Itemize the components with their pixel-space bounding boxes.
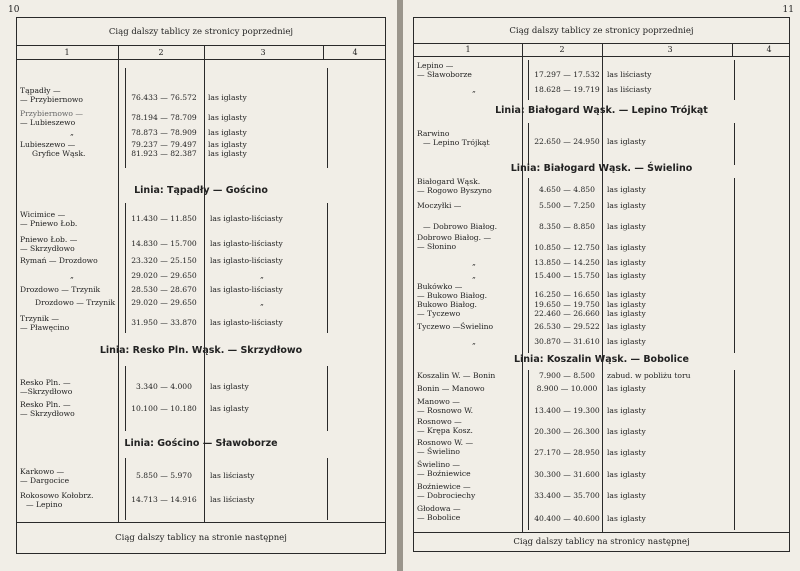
column-number: 1 bbox=[64, 48, 70, 57]
table: Ciąg dalszy tablicy ze stronicy poprzedniej 1 2 3 4 Tąpadły — — Przybiernowo 76.433 — 76.572 las iglasty Przybiernowo — — Lubieszewo 78.194 — 78.709 las iglasty „ 78.873 — 78.909 las iglasty Lubieszewo — Gryfice Wąsk. 79.237 — 79.497 81.923 — 82.387 las iglasty las iglasty Linia: Tąpadły — Gościno Wicimice — — Pniewo Łob. 11.430 — 11.850 las iglasto-liściasty Pniewo Łob. — — Skrzydłowo 14.830 — 15.700 las iglasto-liściasty Rymań — Drozdowo 23.320 — 25.150 las iglasto-liściasty „ 29.020 — 29.650 „ Drozdowo — Trzynik 28.530 — 28.670 las iglasto-liściasty Drozdowo — Trzynik 29.020 — 29.650 „ Trzynik — — Pławęcino 31.950 — 33.870 las iglasto-liściasty Linia: Resko Pln. Wąsk. — Skrzydłowo Resko Pln. — —Skrzydłowo 3.340 — 4.000 las iglasty Resko Pln. — — Skrzydłowo 10.100 — 10.180 las iglasty Linia: Gościno — Sławoborze Karkowo — — Dargocice 5.850 — 5.970 las liściasty Rokosowo Kołobrz. — Lepino 14.713 — 14.916 las liściasty Ciąg dalszy tablicy na stronie następnej bbox=[16, 17, 386, 554]
left-page bbox=[0, 0, 397, 571]
section-title: Linia: Białogard Wąsk. — Świelino bbox=[510, 163, 693, 174]
section-title: Linia: Gościno — Sławoborze bbox=[124, 438, 278, 449]
table-header-caption: Ciąg dalszy tablicy ze stronicy poprzedniej bbox=[509, 26, 694, 36]
column-number: 3 bbox=[260, 48, 266, 57]
column-number: 4 bbox=[352, 48, 358, 57]
column-number: 3 bbox=[667, 45, 673, 54]
column-number: 2 bbox=[559, 45, 565, 54]
section-title: Linia: Białogard Wąsk. — Lepino Trójkąt bbox=[495, 105, 708, 116]
section-title: Linia: Tąpadły — Gościno bbox=[134, 185, 268, 196]
page-number: 11 bbox=[782, 5, 794, 15]
section-title: Linia: Resko Pln. Wąsk. — Skrzydłowo bbox=[99, 345, 303, 356]
right-page bbox=[403, 0, 800, 571]
column-number: 1 bbox=[465, 45, 471, 54]
table: Ciąg dalszy tablicy ze stronicy poprzedniej 1 2 3 4 Lepino — — Sławoborze 17.297 — 17.532 las liściasty „ 18.628 — 19.719 las liściasty Linia: Białogard Wąsk. — Lepino Trójkąt Rarwino — Lepino Trójkąt 22.650 — 24.950 las iglasty Linia: Białogard Wąsk. — Świelino Białogard Wąsk. — Rogowo Byszyno 4.650 — 4.850 las iglasty Moczyłki — 5.500 — 7.250 las iglasty — Dobrowo Białog. 8.350 — 8.850 las iglasty Dobrowo Białog. — — Słonino 10.850 — 12.750 las iglasty „ 13.850 — 14.250 las iglasty „ 15.400 — 15.750 las iglasty Bukówko — — Bukowo Białog. 16.250 — 16.650 las iglasty Bukowo Białog. — Tyczewo 19.650 — 19.750 22.460 — 26.660 las iglasty las iglasty Tyczewo —Świelino 26.530 — 29.522 las iglasty „ 30.870 — 31.610 las iglasty Linia: Koszalin Wąsk. — Bobolice Koszalin W. — Bonin 7.900 — 8.500 zabud. w pobliżu toru Bonin — Manowo 8.900 — 10.000 las iglasty Manowo — — Rosnowo W. 13.400 — 19.300 las iglasty Rosnowo — — Krępa Kosz. 20.300 — 26.300 las iglasty Rosnowo W. — — Świelino 27.170 — 28.950 las iglasty Świelino — — Boźniewice 30.300 — 31.600 las iglasty Boźniewice — — Dobrociechy 33.400 — 35.700 las iglasty Głodowa — — Bobolice 40.400 — 40.600 las iglasty Ciąg dalszy tablicy na stronicy następnej bbox=[413, 17, 790, 552]
page-number: 10 bbox=[8, 5, 20, 15]
table-footer-caption: Ciąg dalszy tablicy na stronicy następnej bbox=[513, 537, 690, 547]
section-title: Linia: Koszalin Wąsk. — Bobolice bbox=[513, 354, 689, 365]
column-number: 2 bbox=[158, 48, 164, 57]
table-header-caption: Ciąg dalszy tablicy ze stronicy poprzedniej bbox=[108, 27, 294, 37]
table-footer-caption: Ciąg dalszy tablicy na stronie następnej bbox=[115, 533, 287, 543]
column-number: 4 bbox=[766, 45, 772, 54]
